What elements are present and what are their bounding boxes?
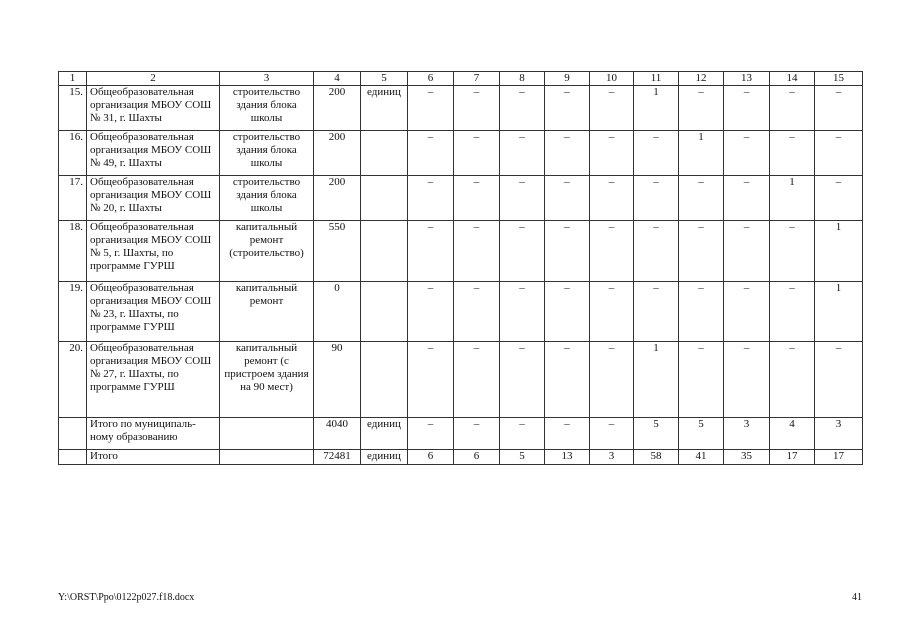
cell-value: 3 [724, 418, 770, 450]
table-row [59, 418, 863, 450]
cell-value: – [724, 131, 770, 176]
cell-value: – [770, 342, 815, 418]
cell-value: – [545, 282, 590, 342]
cell-value: 17 [770, 450, 815, 465]
header-cell: 14 [770, 72, 815, 86]
cell-value: – [634, 221, 679, 282]
cell-value: – [724, 221, 770, 282]
cell-value: – [408, 86, 454, 131]
cell-num: 19. [59, 282, 87, 342]
cell-value: 5 [679, 418, 724, 450]
cell-value: – [408, 282, 454, 342]
table-row [59, 176, 863, 221]
cell-value: – [815, 176, 863, 221]
cell-value: – [454, 131, 500, 176]
cell-work: капитальный ремонт (с пристроем здания на 90 мест) [220, 342, 314, 418]
cell-value: – [679, 282, 724, 342]
cell-value: – [590, 131, 634, 176]
header-cell: 8 [500, 72, 545, 86]
cell-value: – [408, 176, 454, 221]
table-row [59, 450, 863, 465]
cell-value: – [454, 342, 500, 418]
header-cell: 11 [634, 72, 679, 86]
cell-value: – [454, 282, 500, 342]
cell-value: – [590, 282, 634, 342]
cell-value: 58 [634, 450, 679, 465]
header-cell: 5 [361, 72, 408, 86]
footer-page-number: 41 [852, 592, 862, 603]
cell-value: – [724, 342, 770, 418]
cell-num [59, 450, 87, 465]
header-cell: 3 [220, 72, 314, 86]
table-row [59, 342, 863, 418]
cell-value: – [679, 86, 724, 131]
cell-name: Общеобразовательная организация МБОУ СОШ № 49, г. Шахты [87, 131, 220, 176]
cell-name: Общеобразовательная организация МБОУ СОШ № 5, г. Шахты, по программе ГУРШ [87, 221, 220, 282]
data-table [58, 71, 863, 465]
cell-value: 17 [815, 450, 863, 465]
header-cell: 13 [724, 72, 770, 86]
cell-value: 1 [679, 131, 724, 176]
table-row [59, 221, 863, 282]
cell-value: 3 [815, 418, 863, 450]
cell-amount: 200 [314, 86, 361, 131]
table-row [59, 86, 863, 131]
cell-value: – [500, 176, 545, 221]
footer-file-path: Y:\ORST\Ppo\0122p027.f18.docx [58, 592, 195, 603]
cell-unit: единиц [361, 418, 408, 450]
cell-value: – [545, 131, 590, 176]
cell-unit [361, 282, 408, 342]
table-body [59, 72, 863, 465]
cell-value: 3 [590, 450, 634, 465]
cell-value: – [590, 418, 634, 450]
table-row [59, 131, 863, 176]
cell-amount: 4040 [314, 418, 361, 450]
cell-work [220, 450, 314, 465]
cell-value: – [679, 176, 724, 221]
cell-unit: единиц [361, 450, 408, 465]
cell-value: – [815, 131, 863, 176]
cell-work: строительство здания блока школы [220, 86, 314, 131]
cell-value: – [500, 86, 545, 131]
cell-amount: 200 [314, 131, 361, 176]
cell-value: 13 [545, 450, 590, 465]
cell-value: – [454, 418, 500, 450]
header-cell: 12 [679, 72, 724, 86]
header-cell: 10 [590, 72, 634, 86]
cell-num: 20. [59, 342, 87, 418]
cell-num [59, 418, 87, 450]
cell-name: Итого [87, 450, 220, 465]
cell-value: – [545, 86, 590, 131]
cell-value: – [815, 86, 863, 131]
cell-value: – [408, 342, 454, 418]
cell-work: капитальный ремонт (строительство) [220, 221, 314, 282]
cell-value: – [770, 221, 815, 282]
cell-value: – [724, 282, 770, 342]
cell-value: – [408, 131, 454, 176]
cell-work: капитальный ремонт [220, 282, 314, 342]
header-cell: 9 [545, 72, 590, 86]
cell-value: – [815, 342, 863, 418]
cell-value: – [590, 342, 634, 418]
cell-value: 6 [408, 450, 454, 465]
cell-value: – [500, 221, 545, 282]
cell-value: 1 [634, 86, 679, 131]
cell-value: 1 [815, 221, 863, 282]
cell-value: – [454, 176, 500, 221]
cell-amount: 72481 [314, 450, 361, 465]
cell-value: 35 [724, 450, 770, 465]
cell-value: – [408, 221, 454, 282]
cell-value: – [770, 282, 815, 342]
cell-value: – [634, 131, 679, 176]
cell-amount: 90 [314, 342, 361, 418]
cell-value: – [634, 176, 679, 221]
header-cell: 15 [815, 72, 863, 86]
cell-unit [361, 342, 408, 418]
table-header-row [59, 72, 863, 86]
cell-work: строительство здания блока школы [220, 176, 314, 221]
cell-value: – [500, 418, 545, 450]
header-cell: 7 [454, 72, 500, 86]
cell-value: 41 [679, 450, 724, 465]
cell-work: строительство здания блока школы [220, 131, 314, 176]
cell-name: Итого по муниципаль-ному образованию [87, 418, 220, 450]
cell-value: – [590, 86, 634, 131]
cell-value: 1 [634, 342, 679, 418]
cell-value: – [590, 221, 634, 282]
cell-num: 18. [59, 221, 87, 282]
cell-amount: 0 [314, 282, 361, 342]
cell-value: – [724, 176, 770, 221]
cell-value: – [634, 282, 679, 342]
cell-value: – [545, 342, 590, 418]
cell-value: – [500, 131, 545, 176]
header-cell: 6 [408, 72, 454, 86]
cell-unit [361, 176, 408, 221]
cell-value: – [770, 86, 815, 131]
cell-value: – [545, 221, 590, 282]
cell-value: – [500, 342, 545, 418]
cell-name: Общеобразовательная организация МБОУ СОШ № 27, г. Шахты, по программе ГУРШ [87, 342, 220, 418]
cell-value: – [545, 176, 590, 221]
cell-amount: 200 [314, 176, 361, 221]
cell-value: 4 [770, 418, 815, 450]
cell-num: 17. [59, 176, 87, 221]
table-row [59, 282, 863, 342]
header-cell: 2 [87, 72, 220, 86]
cell-value: – [454, 86, 500, 131]
cell-amount: 550 [314, 221, 361, 282]
cell-value: 6 [454, 450, 500, 465]
cell-unit [361, 221, 408, 282]
cell-value: – [454, 221, 500, 282]
cell-value: – [679, 221, 724, 282]
cell-unit: единиц [361, 86, 408, 131]
cell-name: Общеобразовательная организация МБОУ СОШ № 31, г. Шахты [87, 86, 220, 131]
cell-value: – [724, 86, 770, 131]
cell-num: 16. [59, 131, 87, 176]
cell-value: – [500, 282, 545, 342]
cell-num: 15. [59, 86, 87, 131]
cell-name: Общеобразовательная организация МБОУ СОШ № 20, г. Шахты [87, 176, 220, 221]
cell-unit [361, 131, 408, 176]
header-cell: 1 [59, 72, 87, 86]
cell-value: 1 [815, 282, 863, 342]
cell-value: 5 [634, 418, 679, 450]
cell-value: – [679, 342, 724, 418]
header-cell: 4 [314, 72, 361, 86]
cell-value: 5 [500, 450, 545, 465]
cell-value: – [545, 418, 590, 450]
cell-name: Общеобразовательная организация МБОУ СОШ № 23, г. Шахты, по программе ГУРШ [87, 282, 220, 342]
cell-value: – [590, 176, 634, 221]
cell-work [220, 418, 314, 450]
cell-value: – [408, 418, 454, 450]
cell-value: – [770, 131, 815, 176]
cell-value: 1 [770, 176, 815, 221]
